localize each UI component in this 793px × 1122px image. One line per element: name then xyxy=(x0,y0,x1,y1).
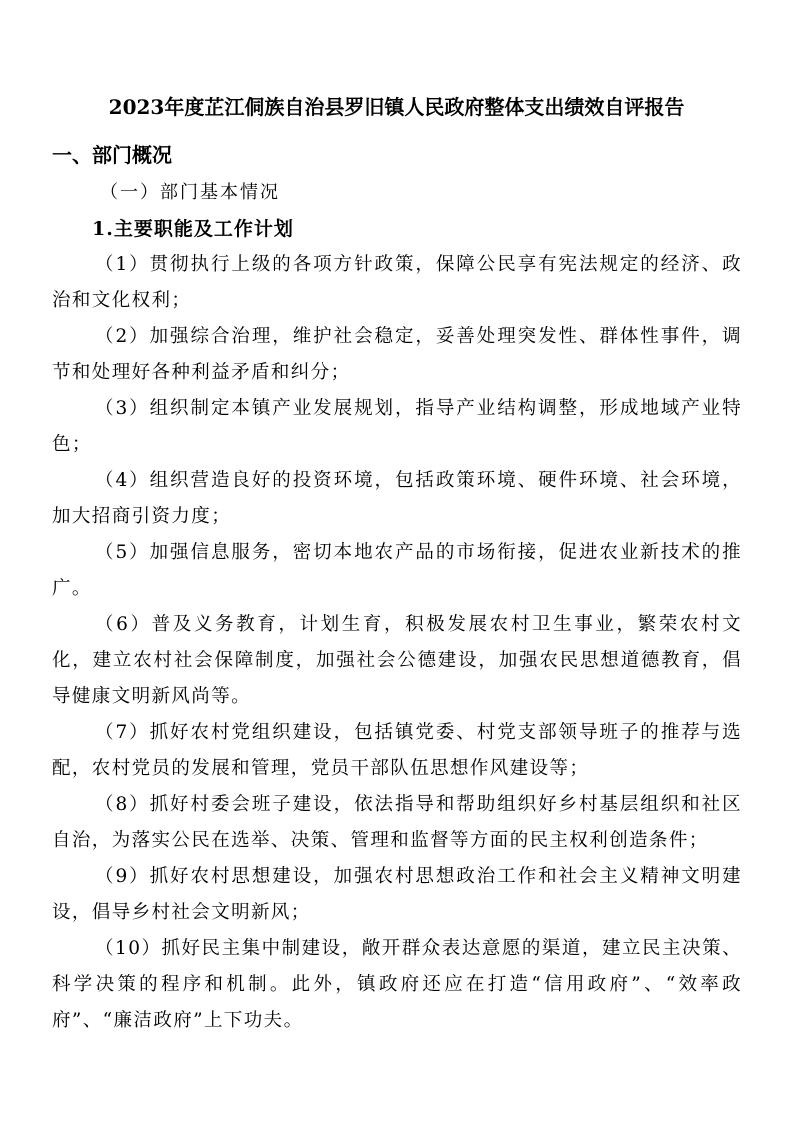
paragraph-7: （7）抓好农村党组织建设，包括镇党委、村党支部领导班子的推荐与选配，农村党员的发展和管理，党员干部队伍思想作风建设等； xyxy=(52,722,742,779)
paragraph-4: （4）组织营造良好的投资环境，包括政策环境、硬件环境、社会环境，加大招商引资力度； xyxy=(52,470,742,527)
paragraph-6: （6）普及义务教育，计划生育，积极发展农村卫生事业，繁荣农村文化，建立农村社会保障制度，加强社会公德建设，加强农民思想道德教育，倡导健康文明新风尚等。 xyxy=(52,614,742,707)
paragraph-10: （10）抓好民主集中制建设，敞开群众表达意愿的渠道，建立民主决策、科学决策的程序和机制。此外，镇政府还应在打造“信用政府”、“效率政府”、“廉洁政府”上下功夫。 xyxy=(52,938,742,1031)
paragraph-2: （2）加强综合治理，维护社会稳定，妥善处理突发性、群体性事件，调节和处理好各种利益矛盾和纠分； xyxy=(52,326,742,383)
item-heading: 1.主要职能及工作计划 xyxy=(92,218,294,240)
paragraph-1: （1）贯彻执行上级的各项方针政策，保障公民享有宪法规定的经济、政治和文化权利； xyxy=(52,254,742,311)
paragraph-8: （8）抓好村委会班子建设，依法指导和帮助组织好乡村基层组织和社区自治，为落实公民在选举、决策、管理和监督等方面的民主权利创造条件； xyxy=(52,794,742,851)
body-text xyxy=(52,247,742,1039)
document-title: 2023年度芷江侗族自治县罗旧镇人民政府整体支出绩效自评报告 xyxy=(108,95,685,119)
paragraph-5: （5）加强信息服务，密切本地农产品的市场衔接，促进农业新技术的推广。 xyxy=(52,542,742,599)
paragraph-3: （3）组织制定本镇产业发展规划，指导产业结构调整，形成地域产业特色； xyxy=(52,398,742,455)
subsection-heading: （一）部门基本情况 xyxy=(100,182,280,203)
section-heading: 一、部门概况 xyxy=(52,143,172,167)
paragraph-9: （9）抓好农村思想建设，加强农村思想政治工作和社会主义精神文明建设，倡导乡村社会文明新风； xyxy=(52,866,742,923)
